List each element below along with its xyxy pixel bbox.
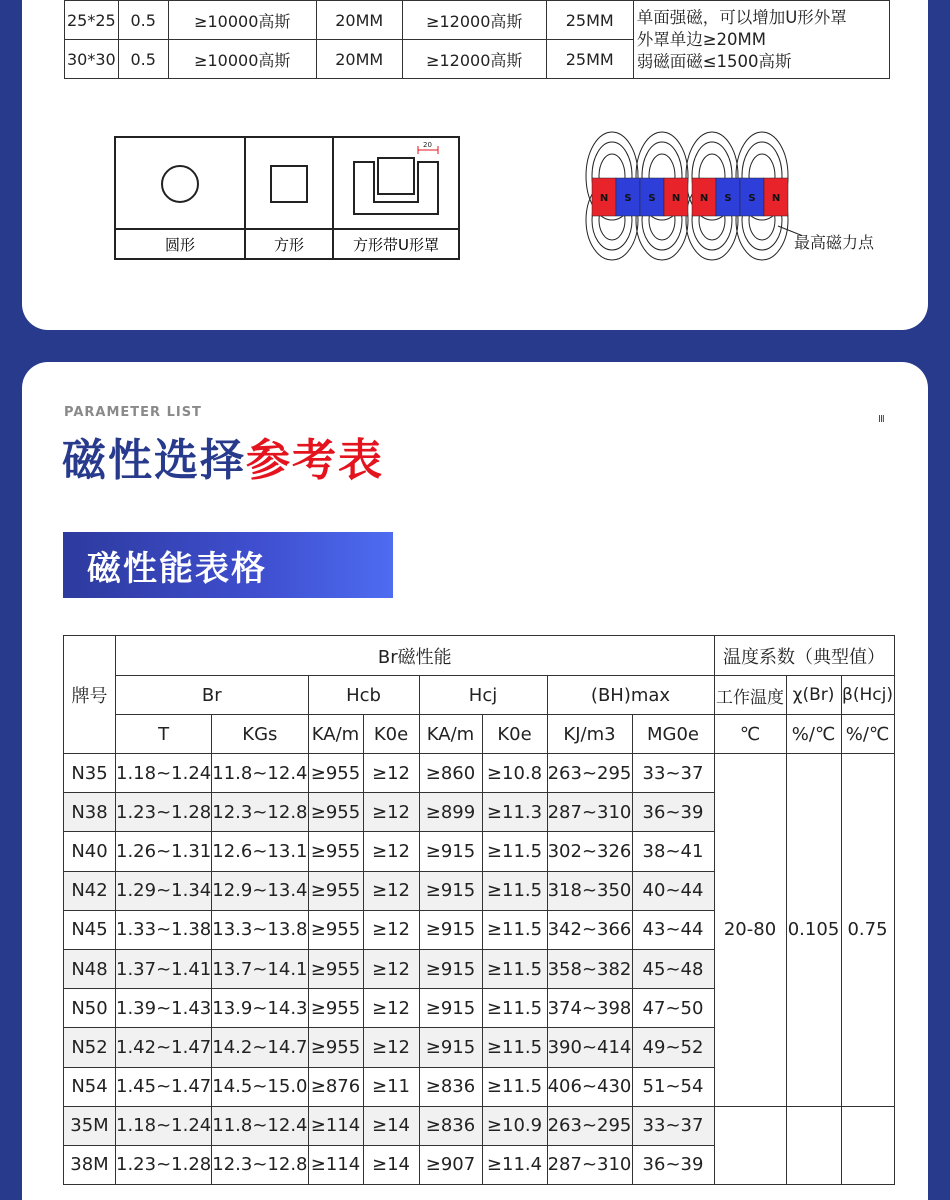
temp-empty-cell (786, 1106, 841, 1184)
grade-cell: 35M (64, 1106, 116, 1145)
grade-cell: N52 (64, 1028, 116, 1067)
br-t-cell: 1.18~1.24 (116, 754, 212, 793)
br-t-cell: 1.37~1.41 (116, 949, 212, 988)
hcj-koe-cell: ≥11.5 (482, 871, 547, 910)
u-shield-shape-cell (334, 138, 458, 228)
hcb-kam-cell: ≥114 (308, 1145, 363, 1184)
size-cell: 25*25 (65, 1, 119, 40)
pole-label: S (624, 193, 632, 204)
bhmax-mgoe-cell: 49~52 (632, 1028, 714, 1067)
br-group-header: Br磁性能 (116, 636, 715, 676)
br-header: Br (116, 676, 309, 715)
hcj-koe-cell: ≥11.5 (482, 949, 547, 988)
dimension-label: 20 (423, 141, 432, 149)
temp-empty-cell (841, 1106, 894, 1184)
hcb-kam-cell: ≥876 (308, 1067, 363, 1106)
hcb-koe-cell: ≥14 (363, 1145, 419, 1184)
temp-empty-cell (714, 1106, 786, 1184)
br-kgs-cell: 14.5~15.0 (212, 1067, 308, 1106)
hcb-koe-cell: ≥12 (363, 871, 419, 910)
circle-shape-icon (116, 138, 244, 230)
table-unit-row (64, 715, 895, 754)
grade-cell: N45 (64, 910, 116, 949)
hcj-kam-cell: ≥915 (419, 910, 482, 949)
note-line: 外罩单边≥20MM (636, 29, 767, 49)
grade-header: 牌号 (64, 636, 116, 754)
unit-header: KA/m (419, 715, 482, 754)
unit-header: T (116, 715, 212, 754)
hcj-kam-cell: ≥836 (419, 1067, 482, 1106)
square-shape-icon (246, 138, 332, 230)
hcj-koe-cell: ≥11.4 (482, 1145, 547, 1184)
hcj-koe-cell: ≥11.5 (482, 1067, 547, 1106)
section-bar (63, 532, 393, 598)
table-row (64, 1106, 895, 1145)
unit-header: KGs (212, 715, 308, 754)
gauss-cell: ≥10000高斯 (168, 40, 316, 79)
section-bar-title: 磁性能表格 (87, 548, 267, 589)
section-title (62, 424, 384, 488)
max-force-point-label: 最高磁力点 (794, 233, 875, 252)
table-row (65, 1, 890, 40)
hcb-kam-cell: ≥955 (308, 910, 363, 949)
circle-shape-cell (116, 138, 246, 228)
work-temp-value: 20-80 (714, 754, 786, 1107)
grade-cell: N35 (64, 754, 116, 793)
hcj-koe-cell: ≥11.5 (482, 989, 547, 1028)
hcj-kam-cell: ≥915 (419, 949, 482, 988)
section-title-part1: 磁性选择 (62, 435, 246, 486)
bhmax-mgoe-cell: 33~37 (632, 754, 714, 793)
menu-lines-icon: III (878, 414, 884, 425)
grade-cell: 38M (64, 1145, 116, 1184)
hcj-kam-cell: ≥915 (419, 989, 482, 1028)
bhmax-kjm3-cell: 287~310 (547, 793, 632, 832)
br-kgs-cell: 12.6~13.1 (212, 832, 308, 871)
magnet-bars (592, 178, 788, 216)
pole-label: S (748, 193, 756, 204)
hcb-kam-cell: ≥955 (308, 949, 363, 988)
hcb-kam-cell: ≥955 (308, 989, 363, 1028)
hcb-kam-cell: ≥955 (308, 1028, 363, 1067)
hcj-koe-cell: ≥11.3 (482, 793, 547, 832)
pole-label: N (671, 193, 681, 204)
parameter-panel (22, 362, 928, 1200)
hcb-koe-cell: ≥12 (363, 989, 419, 1028)
bhmax-mgoe-cell: 36~39 (632, 793, 714, 832)
grade-cell: N50 (64, 989, 116, 1028)
br-t-cell: 1.45~1.47 (116, 1067, 212, 1106)
br-kgs-cell: 12.3~12.8 (212, 793, 308, 832)
br-kgs-cell: 13.3~13.8 (212, 910, 308, 949)
grade-cell: N40 (64, 832, 116, 871)
hcb-kam-cell: ≥955 (308, 793, 363, 832)
unit-header: %/℃ (841, 715, 894, 754)
unit-header: KA/m (308, 715, 363, 754)
bhmax-kjm3-cell: 263~295 (547, 754, 632, 793)
br-kgs-cell: 12.3~12.8 (212, 1145, 308, 1184)
hcj-koe-cell: ≥11.5 (482, 832, 547, 871)
bhmax-kjm3-cell: 358~382 (547, 949, 632, 988)
hcb-koe-cell: ≥12 (363, 910, 419, 949)
hcj-koe-cell: ≥10.9 (482, 1106, 547, 1145)
spec-table (64, 0, 890, 79)
br-kgs-cell: 13.7~14.1 (212, 949, 308, 988)
hcj-kam-cell: ≥915 (419, 871, 482, 910)
hcj-kam-cell: ≥899 (419, 793, 482, 832)
hcj-kam-cell: ≥836 (419, 1106, 482, 1145)
thickness-cell: 0.5 (118, 40, 168, 79)
unit-header: ℃ (714, 715, 786, 754)
bhmax-mgoe-cell: 40~44 (632, 871, 714, 910)
hcb-koe-cell: ≥12 (363, 754, 419, 793)
bhmax-kjm3-cell: 342~366 (547, 910, 632, 949)
unit-header: K0e (363, 715, 419, 754)
bhmax-kjm3-cell: 406~430 (547, 1067, 632, 1106)
beta-hcj-header: β(Hcj) (841, 676, 894, 715)
bhmax-mgoe-cell: 47~50 (632, 989, 714, 1028)
gauss-cell: ≥12000高斯 (402, 40, 546, 79)
br-kgs-cell: 11.8~12.4 (212, 754, 308, 793)
mm-cell: 20MM (316, 1, 402, 40)
hcj-koe-cell: ≥11.5 (482, 910, 547, 949)
hcj-kam-cell: ≥860 (419, 754, 482, 793)
section-title-part2: 参考表 (246, 435, 384, 486)
hcb-koe-cell: ≥12 (363, 832, 419, 871)
grade-cell: N54 (64, 1067, 116, 1106)
bhmax-header: (BH)max (547, 676, 714, 715)
thickness-cell: 0.5 (118, 1, 168, 40)
br-t-cell: 1.29~1.34 (116, 871, 212, 910)
hcb-header: Hcb (308, 676, 419, 715)
br-t-cell: 1.39~1.43 (116, 989, 212, 1028)
shape-label: 圆形 (116, 230, 246, 258)
magnet-performance-table (63, 635, 895, 1185)
bhmax-mgoe-cell: 45~48 (632, 949, 714, 988)
hcb-koe-cell: ≥11 (363, 1067, 419, 1106)
hcb-kam-cell: ≥955 (308, 871, 363, 910)
table-row (64, 754, 895, 793)
bhmax-kjm3-cell: 374~398 (547, 989, 632, 1028)
temp-group-header: 温度系数（典型值） (714, 636, 894, 676)
gauss-cell: ≥12000高斯 (402, 1, 546, 40)
note-line: 弱磁面磁≤1500高斯 (636, 51, 792, 71)
chi-br-header: χ(Br) (786, 676, 841, 715)
hcj-koe-cell: ≥11.5 (482, 1028, 547, 1067)
br-t-cell: 1.42~1.47 (116, 1028, 212, 1067)
hcb-kam-cell: ≥955 (308, 754, 363, 793)
hcb-koe-cell: ≥14 (363, 1106, 419, 1145)
u-shield-shape-icon (334, 138, 458, 230)
br-kgs-cell: 11.8~12.4 (212, 1106, 308, 1145)
unit-header: K0e (482, 715, 547, 754)
grade-cell: N38 (64, 793, 116, 832)
note-cell (633, 1, 889, 79)
bhmax-mgoe-cell: 38~41 (632, 832, 714, 871)
br-t-cell: 1.23~1.28 (116, 793, 212, 832)
br-t-cell: 1.33~1.38 (116, 910, 212, 949)
hcj-kam-cell: ≥907 (419, 1145, 482, 1184)
magnet-field-diagram (582, 130, 802, 262)
hcb-kam-cell: ≥114 (308, 1106, 363, 1145)
gauss-cell: ≥10000高斯 (168, 1, 316, 40)
spec-panel (22, 0, 928, 330)
bhmax-mgoe-cell: 51~54 (632, 1067, 714, 1106)
hcb-koe-cell: ≥12 (363, 793, 419, 832)
grade-cell: N48 (64, 949, 116, 988)
square-shape-cell (246, 138, 334, 228)
hcj-koe-cell: ≥10.8 (482, 754, 547, 793)
pole-label: N (771, 193, 781, 204)
hcj-kam-cell: ≥915 (419, 1028, 482, 1067)
mm-cell: 25MM (546, 40, 633, 79)
hcb-koe-cell: ≥12 (363, 949, 419, 988)
unit-header: KJ/m3 (547, 715, 632, 754)
br-t-cell: 1.23~1.28 (116, 1145, 212, 1184)
table-header-row (64, 676, 895, 715)
bhmax-kjm3-cell: 318~350 (547, 871, 632, 910)
beta-hcj-value: 0.75 (841, 754, 894, 1107)
hcb-koe-cell: ≥12 (363, 1028, 419, 1067)
br-t-cell: 1.18~1.24 (116, 1106, 212, 1145)
hcj-header: Hcj (419, 676, 547, 715)
shape-label: 方形带U形罩 (353, 235, 439, 254)
hcb-kam-cell: ≥955 (308, 832, 363, 871)
section-eng-title: PARAMETER LIST (64, 405, 202, 420)
size-cell: 30*30 (65, 40, 119, 79)
bhmax-kjm3-cell: 263~295 (547, 1106, 632, 1145)
unit-header: MG0e (632, 715, 714, 754)
mm-cell: 20MM (316, 40, 402, 79)
bhmax-kjm3-cell: 287~310 (547, 1145, 632, 1184)
note-line: 单面强磁，可以增加U形外罩 (636, 7, 847, 27)
pole-label: N (599, 193, 609, 204)
br-kgs-cell: 13.9~14.3 (212, 989, 308, 1028)
bhmax-mgoe-cell: 36~39 (632, 1145, 714, 1184)
pole-label: S (724, 193, 732, 204)
shape-label: 方形 (246, 230, 334, 258)
bhmax-kjm3-cell: 302~326 (547, 832, 632, 871)
pole-label: S (648, 193, 656, 204)
br-kgs-cell: 12.9~13.4 (212, 871, 308, 910)
unit-header: %/℃ (786, 715, 841, 754)
br-t-cell: 1.26~1.31 (116, 832, 212, 871)
table-header-row (64, 636, 895, 676)
hcj-kam-cell: ≥915 (419, 832, 482, 871)
chi-br-value: 0.105 (786, 754, 841, 1107)
bhmax-kjm3-cell: 390~414 (547, 1028, 632, 1067)
grade-cell: N42 (64, 871, 116, 910)
mm-cell: 25MM (546, 1, 633, 40)
bhmax-mgoe-cell: 33~37 (632, 1106, 714, 1145)
bhmax-mgoe-cell: 43~44 (632, 910, 714, 949)
br-kgs-cell: 14.2~14.7 (212, 1028, 308, 1067)
shapes-diagram (114, 136, 460, 260)
work-temp-header: 工作温度 (714, 676, 786, 715)
pole-label: N (699, 193, 709, 204)
